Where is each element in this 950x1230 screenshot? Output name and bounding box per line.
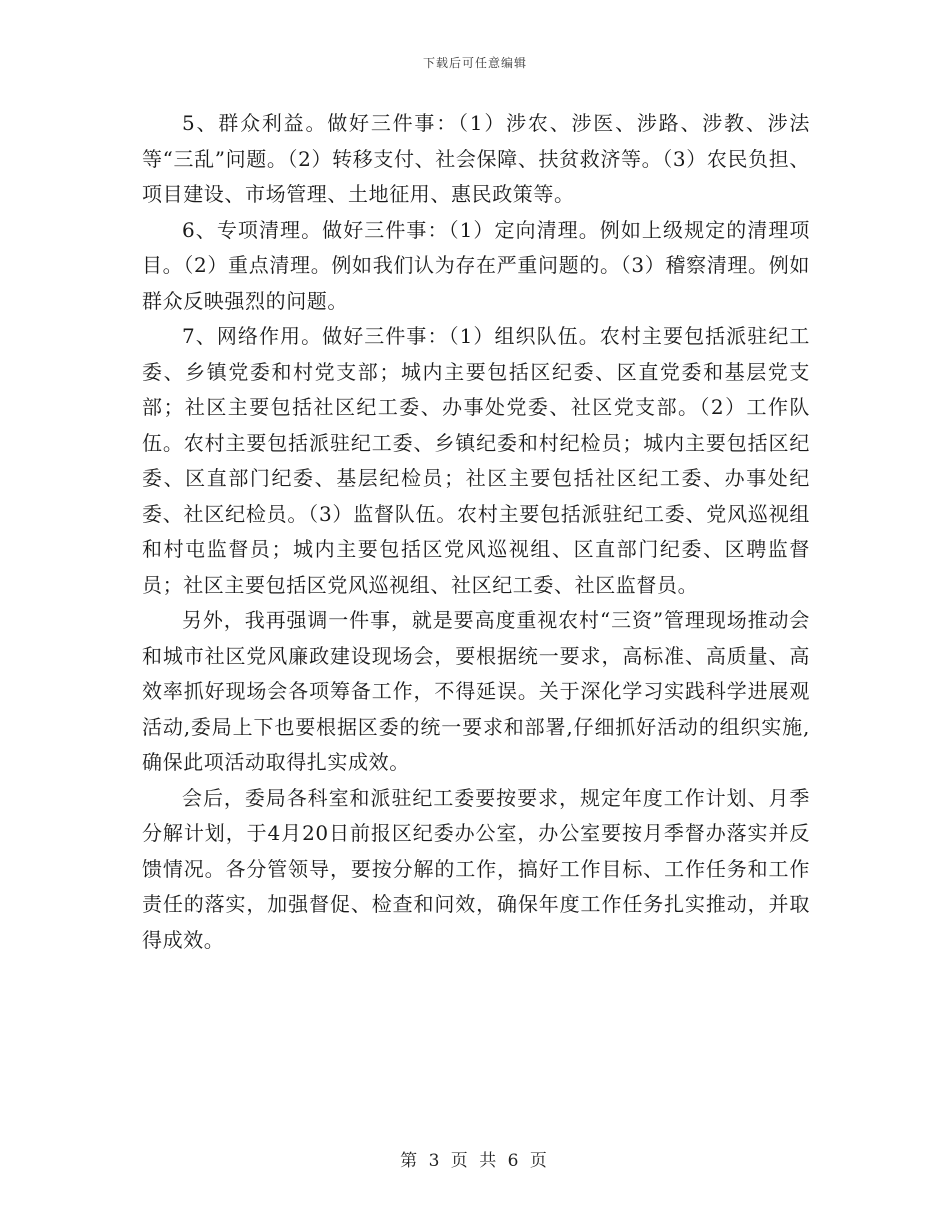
paragraph-emphasis: 另外，我再强调一件事，就是要高度重视农村“三资”管理现场推动会和城市社区党风廉政建设现场会，要根据统一要求，高标准、高质量、高效率抓好现场会各项筹备工作，不得延误。关于深化学习实践科学进展观活动,委局上下也要根据区委的统一要求和部署,仔细抓好活动的组织实施,确保此项活动取得扎实成效。 <box>142 608 810 774</box>
paragraph-mass-interests: 5、群众利益。做好三件事：（1）涉农、涉医、涉路、涉教、涉法等“三乱”问题。（2）转移支付、社会保障、扶贫救济等。（3）农民负担、项目建设、市场管理、土地征用、惠民政策等。 <box>142 111 810 206</box>
page-header: 下载后可任意编辑 <box>422 56 527 70</box>
page-number: 第 3 页 共 6 页 <box>400 1151 550 1171</box>
paragraph-special-cleanup: 6、专项清理。做好三件事：（1）定向清理。例如上级规定的清理项目。（2）重点清理。例如我们认为存在严重问题的。（3）稽察清理。例如群众反映强烈的问题。 <box>142 217 810 313</box>
paragraph-after-meeting: 会后，委局各科室和派驻纪工委要按要求，规定年度工作计划、月季分解计划，于4月20日前报区纪委办公室，办公室要按月季督办落实并反馈情况。各分管领导，要按分解的工作，搞好工作目标、工作任务和工作责任的落实，加强督促、检查和问效，确保年度工作任务扎实推动，并取得成效。 <box>142 785 810 952</box>
paragraph-network-role: 7、网络作用。做好三件事：（1）组织队伍。农村主要包括派驻纪工委、乡镇党委和村党支部；城内主要包括区纪委、区直党委和基层党支部；社区主要包括社区纪工委、办事处党委、社区党支部。（2）工作队伍。农村主要包括派驻纪工委、乡镇纪委和村纪检员；城内主要包括区纪委、区直部门纪委、基层纪检员；社区主要包括社区纪工委、办事处纪委、社区纪检员。（3）监督队伍。农村主要包括派驻纪工委、党风巡视组和村屯监督员；城内主要包括区党风巡视组、区直部门纪委、区聘监督员；社区主要包括区党风巡视组、社区纪工委、社区监督员。 <box>142 324 810 597</box>
document-body <box>142 106 810 958</box>
